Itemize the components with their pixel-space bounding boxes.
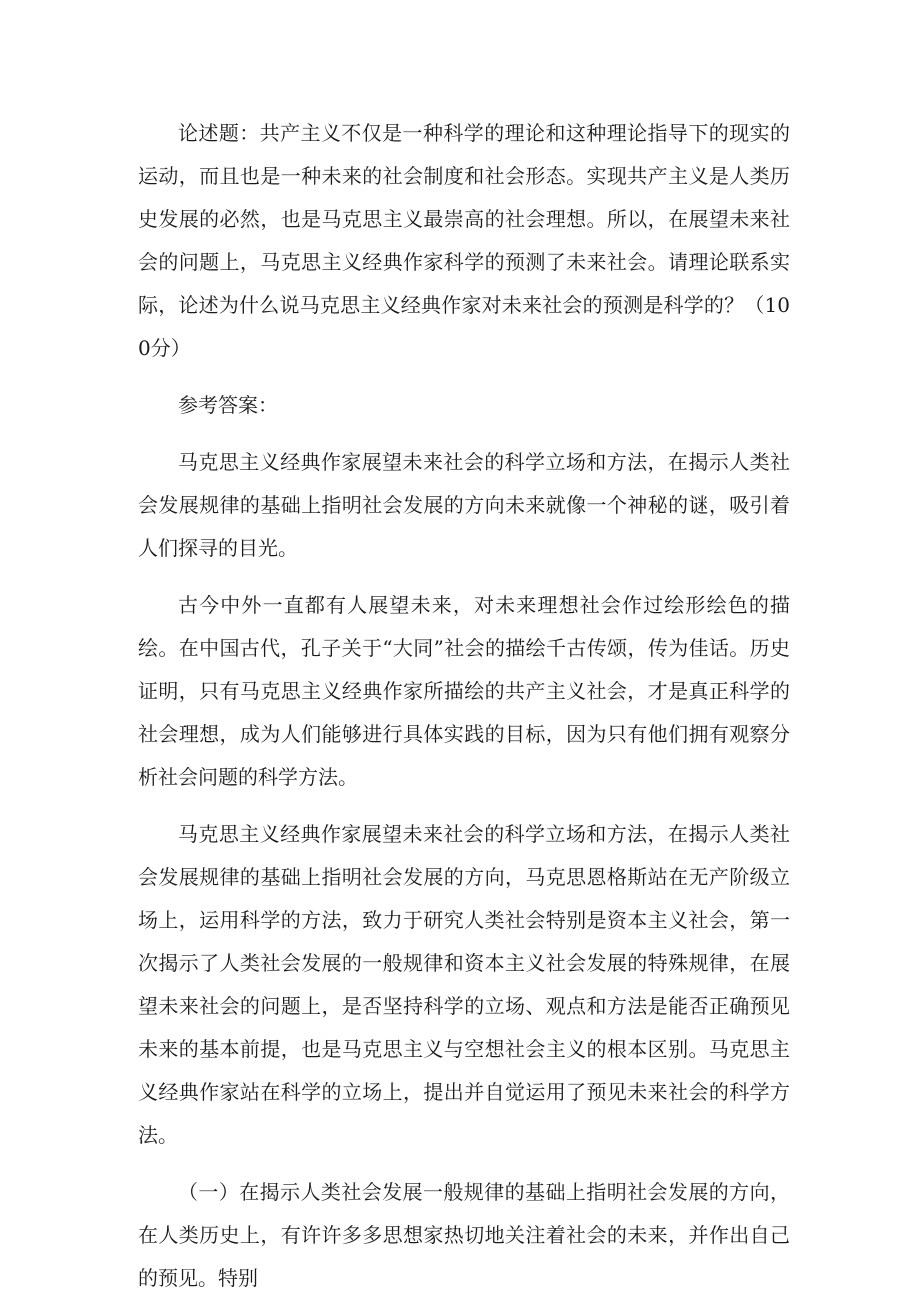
answer-paragraph-3: 马克思主义经典作家展望未来社会的科学立场和方法，在揭示人类社会发展规律的基础上指明社会发展的方向，马克思恩格斯站在无产阶级立场上，运用科学的方法，致力于研究人类社会特别是资本主义社会，第一次揭示了人类社会发展的一般规律和资本主义社会发展的特殊规律，在展望未来社会的问题上，是否坚持科学的立场、观点和方法是能否正确预见未来的基本前提，也是马克思主义与空想社会主义的根本区别。马克思主义经典作家站在科学的立场上，提出并自觉运用了预见未来社会的科学方法。	[138, 822, 790, 1147]
answer-paragraph-4: （一）在揭示人类社会发展一般规律的基础上指明社会发展的方向，在人类历史上，有许许多多思想家热切地关注着社会的未来，并作出自己的预见。特别	[138, 1180, 790, 1290]
answer-label: 参考答案：	[178, 393, 278, 417]
question-paragraph: 论述题：共产主义不仅是一种科学的理论和这种理论指导下的现实的运动，而且也是一种未来的社会制度和社会形态。实现共产主义是人类历史发展的必然，也是马克思主义最崇高的社会理想。所以，在展望未来社会的问题上，马克思主义经典作家科学的预测了未来社会。请理论联系实际，论述为什么说马克思主义经典作家对未来社会的预测是科学的？（100分）	[138, 121, 790, 360]
answer-paragraph-1: 马克思主义经典作家展望未来社会的科学立场和方法，在揭示人类社会发展规律的基础上指明社会发展的方向未来就像一个神秘的谜，吸引着人们探寻的目光。	[138, 450, 790, 560]
document-body	[138, 112, 790, 1314]
answer-paragraph-2: 古今中外一直都有人展望未来，对未来理想社会作过绘形绘色的描绘。在中国古代，孔子关于“大同”社会的描绘千古传颂，传为佳话。历史证明，只有马克思主义经典作家所描绘的共产主义社会，才是真正科学的社会理想，成为人们能够进行具体实践的目标，因为只有他们拥有观察分析社会问题的科学方法。	[138, 593, 790, 789]
